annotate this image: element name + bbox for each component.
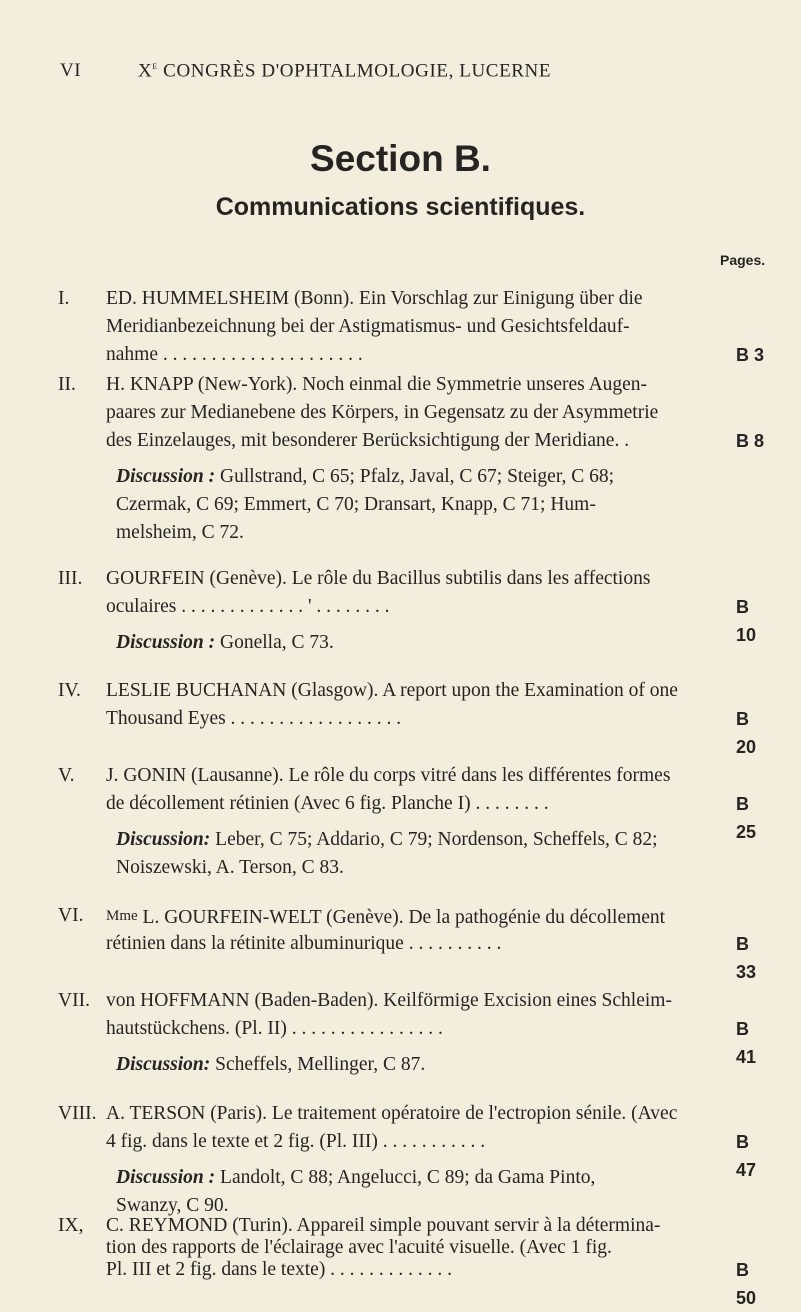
- entry-text-line: LESLIE BUCHANAN (Glasgow). A report upon the Examination of one: [106, 680, 678, 701]
- discussion-text: Leber, C 75; Addario, C 79; Nordenson, Scheffels, C 82;: [215, 829, 658, 850]
- entry-text-line: oculaires . . . . . . . . . . . . . ' . . . . . . . .: [106, 596, 390, 617]
- entry-text-line: de décollement rétinien (Avec 6 fig. Planche I) . . . . . . . .: [106, 793, 549, 814]
- section-subtitle: Communications scientifiques.: [215, 193, 586, 221]
- entry-text-line: paares zur Medianebene des Körpers, in Gegensatz zu der Asymmetrie: [106, 402, 659, 423]
- section-title: Section B.: [310, 138, 491, 179]
- entry-text-line: ED. HUMMELSHEIM (Bonn). Ein Vorschlag zur Einigung über die: [106, 288, 643, 309]
- entry-number: VII.: [58, 990, 90, 1011]
- entry-text-line: Pl. III et 2 fig. dans le texte) . . . . . . . . . . . . .: [106, 1259, 453, 1280]
- discussion-label: Discussion:: [116, 1054, 211, 1075]
- entry-text-line: J. GONIN (Lausanne). Le rôle du corps vitré dans les différentes formes: [106, 765, 671, 786]
- page-reference: B 47: [736, 1132, 757, 1180]
- entry-number: I.: [58, 288, 70, 309]
- page-reference: B 8: [736, 431, 765, 451]
- pages-column-label: Pages.: [720, 252, 766, 268]
- entry-number: VIII.: [58, 1103, 97, 1124]
- discussion-text: Swanzy, C 90.: [116, 1195, 229, 1216]
- entry-text-line: H. KNAPP (New-York). Noch einmal die Symmetrie unseres Augen-: [106, 374, 648, 395]
- page-reference: B 3: [736, 345, 765, 365]
- discussion-text: Gonella, C 73.: [220, 632, 334, 653]
- entry-text-line: GOURFEIN (Genève). Le rôle du Bacillus subtilis dans les affections: [106, 568, 651, 589]
- entry-number: IX,: [58, 1215, 84, 1236]
- discussion-label: Discussion :: [116, 632, 216, 653]
- entry-number: III.: [58, 568, 83, 589]
- page-reference: B 50: [736, 1260, 757, 1308]
- running-title: Xe CONGRÈS D'OPHTALMOLOGIE, LUCERNE: [138, 60, 552, 82]
- entry-text-line: C. REYMOND (Turin). Appareil simple pouvant servir à la détermina-: [106, 1215, 661, 1236]
- page-reference: B 20: [736, 709, 757, 757]
- discussion-label: Discussion :: [116, 466, 216, 487]
- entry-number: II.: [58, 374, 76, 395]
- entry-text-line: nahme . . . . . . . . . . . . . . . . . . . . .: [106, 344, 363, 365]
- page-reference: B 25: [736, 794, 757, 842]
- entry-text-line: tion des rapports de l'éclairage avec l'acuité visuelle. (Avec 1 fig.: [106, 1237, 612, 1258]
- entry-text-line: Thousand Eyes . . . . . . . . . . . . . . . . . .: [106, 708, 402, 729]
- discussion-label: Discussion:: [116, 829, 211, 850]
- entry-number: VI.: [58, 905, 84, 926]
- discussion-text: melsheim, C 72.: [116, 522, 244, 543]
- discussion-text: Gullstrand, C 65; Pfalz, Javal, C 67; Steiger, C 68;: [220, 466, 615, 487]
- discussion-text: Scheffels, Mellinger, C 87.: [215, 1054, 426, 1075]
- page-reference: B 41: [736, 1019, 757, 1067]
- entry-number: IV.: [58, 680, 81, 701]
- discussion-label: Discussion :: [116, 1167, 216, 1188]
- page-number: VI: [60, 60, 82, 81]
- entry-number: V.: [58, 765, 75, 786]
- page-reference: B 33: [736, 934, 757, 982]
- entry-text-line: des Einzelauges, mit besonderer Berücksichtigung der Meridiane. .: [106, 430, 630, 451]
- page-reference: B 10: [736, 597, 757, 645]
- discussion-text: Czermak, C 69; Emmert, C 70; Dransart, Knapp, C 71; Hum-: [116, 494, 596, 515]
- entry-text-line: A. TERSON (Paris). Le traitement opératoire de l'ectropion sénile. (Avec: [106, 1103, 678, 1124]
- entry-text-line: Meridianbezeichnung bei der Astigmatismus- und Gesichtsfeldauf-: [106, 316, 630, 337]
- entry-text-line: rétinien dans la rétinite albuminurique . . . . . . . . . .: [106, 933, 502, 954]
- entry-text-line: hautstückchens. (Pl. II) . . . . . . . . . . . . . . . .: [106, 1018, 443, 1039]
- honorific: Mme: [106, 908, 138, 924]
- entry-text-line: L. GOURFEIN-WELT (Genève). De la pathogénie du décollement: [142, 907, 666, 928]
- entry-text-line: von HOFFMANN (Baden-Baden). Keilförmige Excision eines Schleim-: [106, 990, 672, 1011]
- discussion-text: Noiszewski, A. Terson, C 83.: [116, 857, 344, 878]
- discussion-text: Landolt, C 88; Angelucci, C 89; da Gama Pinto,: [220, 1167, 596, 1188]
- entry-text-line: 4 fig. dans le texte et 2 fig. (Pl. III) . . . . . . . . . . .: [106, 1131, 486, 1152]
